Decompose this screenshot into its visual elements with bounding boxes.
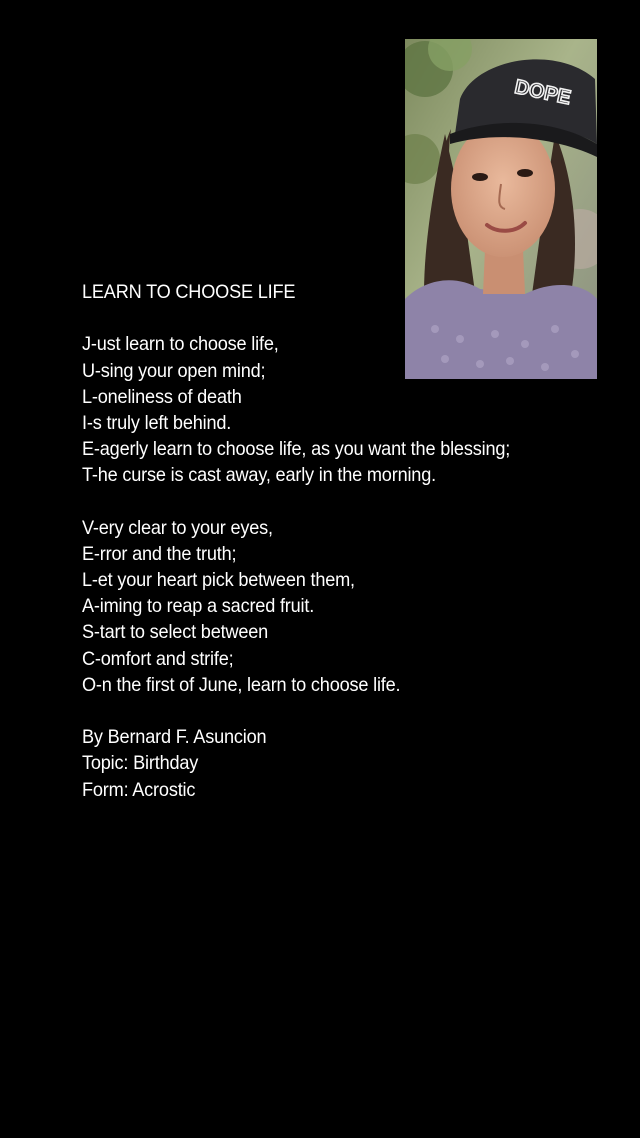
poem-line: E-agerly learn to choose life, as you want the blessing;	[82, 438, 511, 461]
topic-credit: Topic: Birthday	[82, 752, 199, 775]
stanza-gap	[82, 489, 566, 515]
poem-line: J-ust learn to choose life,	[82, 333, 279, 356]
form-credit: Form: Acrostic	[82, 778, 196, 801]
poem-line: I-s truly left behind.	[82, 411, 232, 434]
poem-line: T-he curse is cast away, early in the morning.	[82, 464, 436, 487]
poem-line: L-oneliness of death	[82, 385, 242, 408]
poem-line: A-iming to reap a sacred fruit.	[82, 595, 315, 618]
svg-text:DOPE: DOPE	[512, 76, 573, 110]
poem-block	[82, 279, 566, 803]
poem-line: C-omfort and strife;	[82, 647, 234, 670]
poem-title: LEARN TO CHOOSE LIFE	[82, 281, 296, 303]
poem-line: L-et your heart pick between them,	[82, 569, 355, 592]
poem-line: V-ery clear to your eyes,	[82, 516, 273, 539]
author-credit: By Bernard F. Asuncion	[82, 726, 267, 749]
poem-line: O-n the first of June, learn to choose life.	[82, 673, 401, 696]
poem-line: S-tart to select between	[82, 621, 269, 644]
poem-line: U-sing your open mind;	[82, 359, 266, 382]
poem-line: E-rror and the truth;	[82, 542, 237, 565]
stanza-gap	[82, 305, 566, 331]
stanza-gap	[82, 698, 566, 724]
